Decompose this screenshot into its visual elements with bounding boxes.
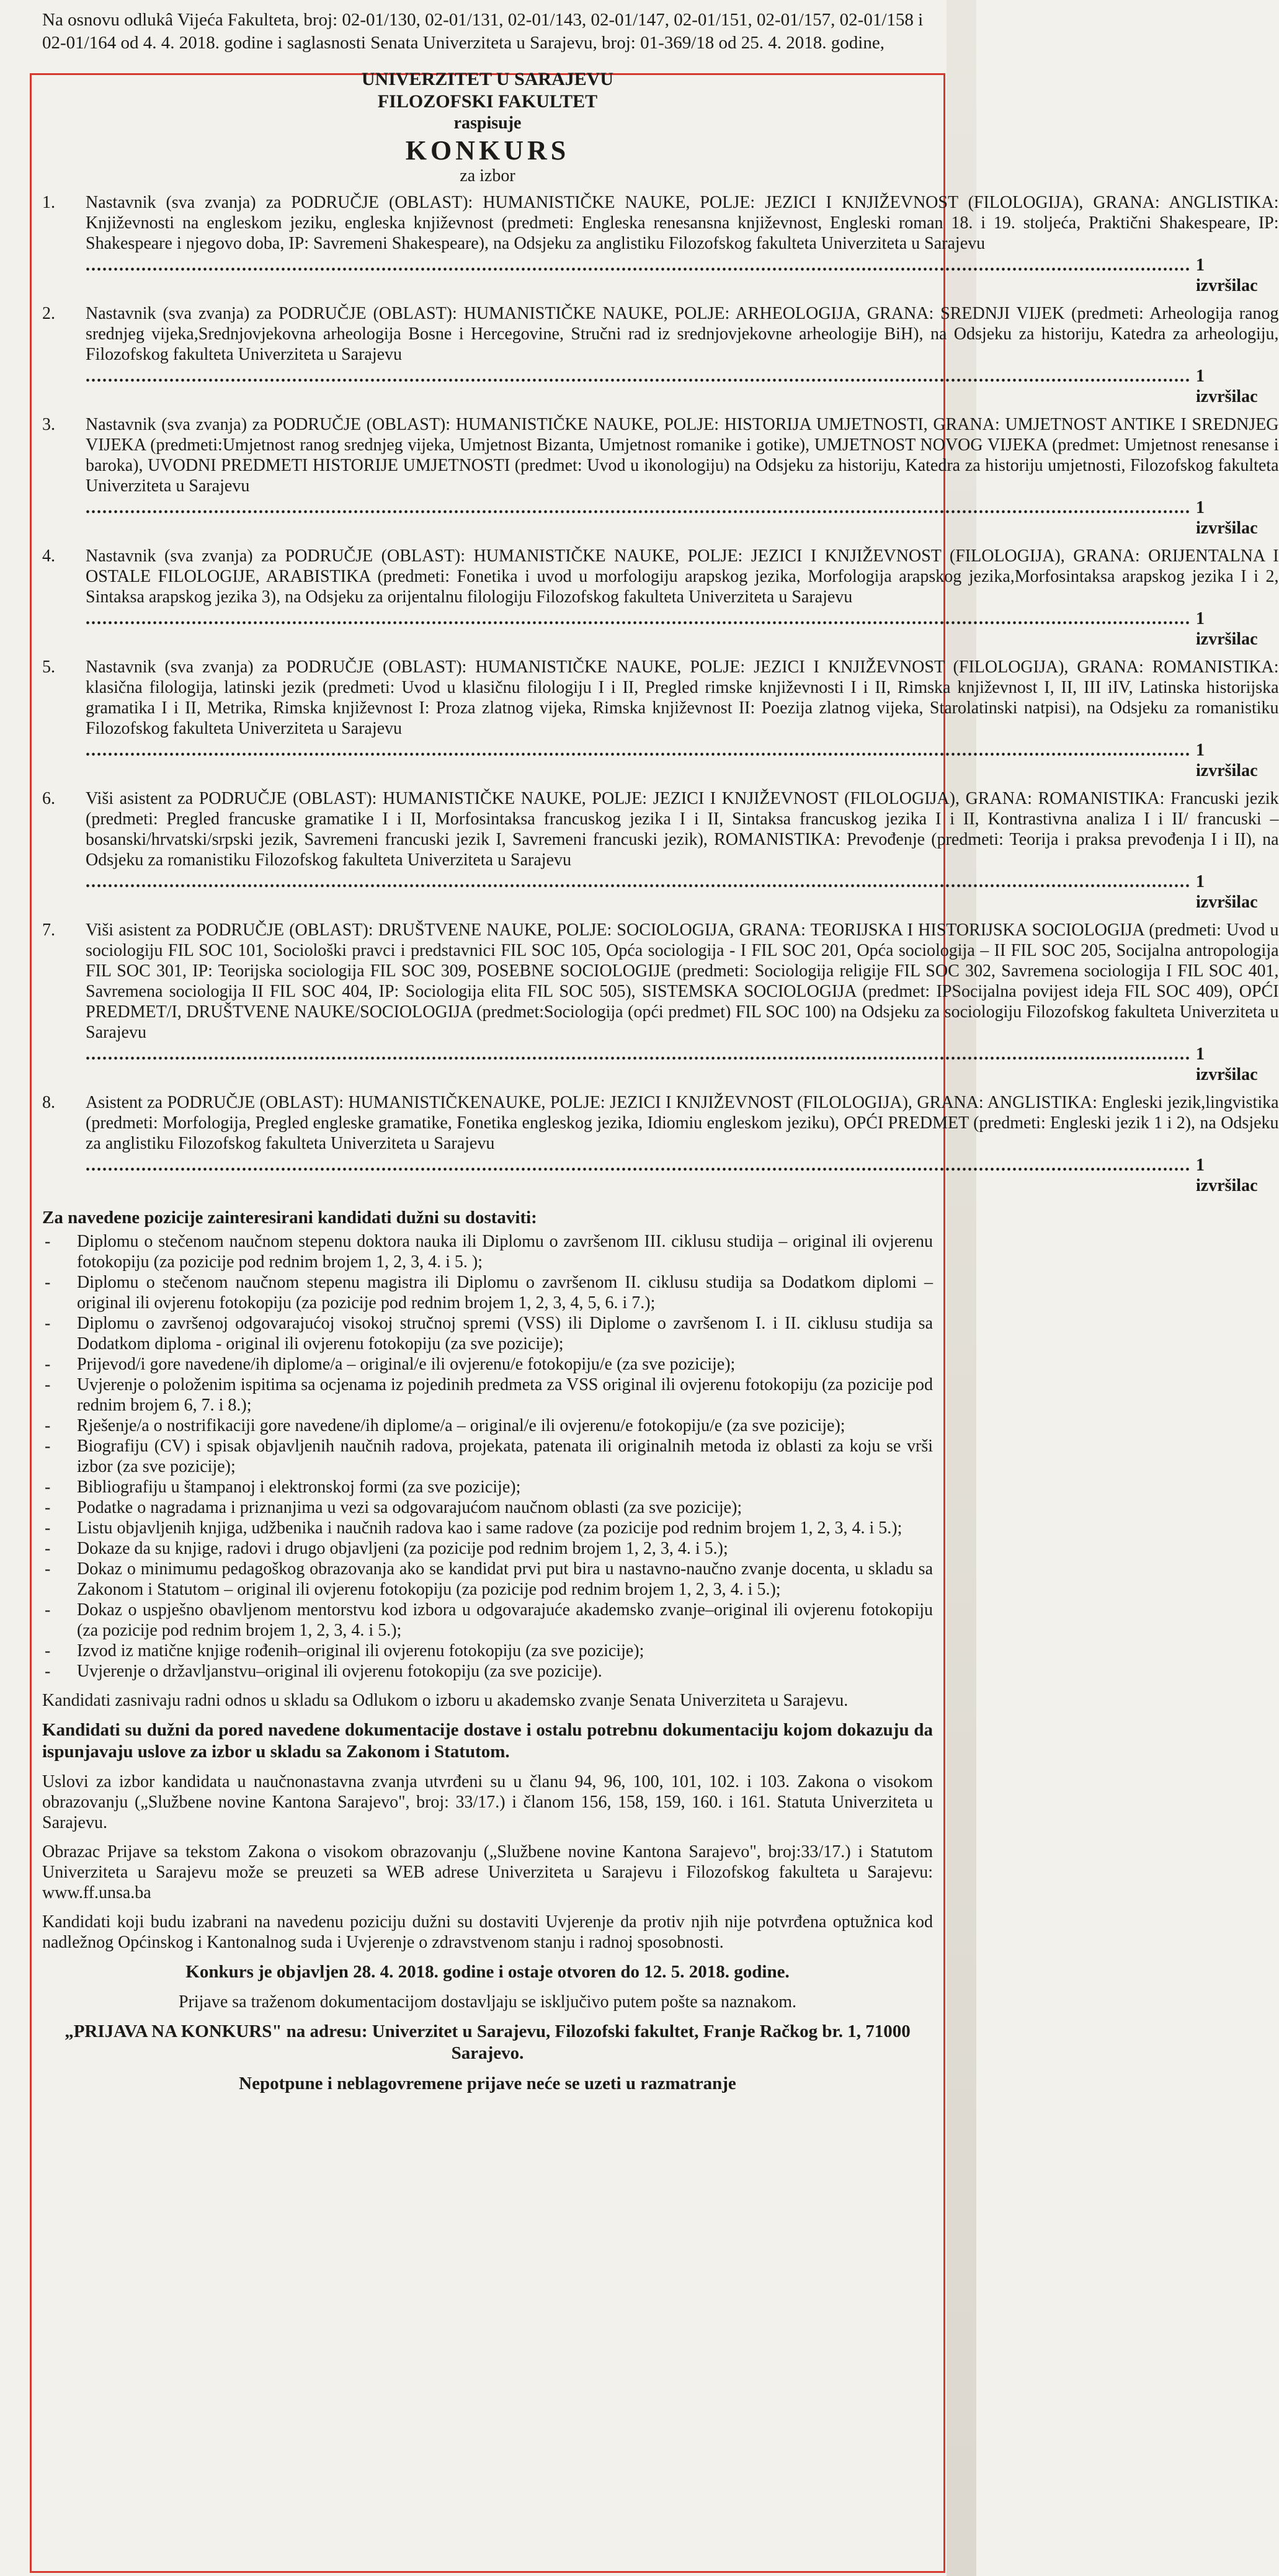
position-number: 6. [42,789,55,808]
document-item: - Diplomu o stečenom naučnom stepenu doktora nauka ili Diplomu o završenom III. ciklusu studija – original ili ovjerenu fotokopiju (za pozicije pod rednim brojem 1, 2, 3, 4. i 5. ); [45,1232,933,1272]
document-item: - Prijevod/i gore navedene/ih diplome/a – original/e ili ovjerenu/e fotokopiju/e (za sve pozicije); [45,1355,736,1374]
announcement-title: KONKURS [405,135,570,166]
position-text: Nastavnik (sva zvanja) za PODRUČJE (OBLAST): HUMANISTIČKE NAUKE, POLJE: JEZICI I KNJIŽEVNOST (FILOLOGIJA), GRANA: ANGLISTIKA: Književnosti na engleskom jeziku, engleska književnost (predmeti: Engleska renesansna književnost, Engleski roman 18. i 19. stoljeća, Praktični Shakespeare, IP: Shakespeare i njegovo doba, IP: Savremeni Shakespeare), na Odsjeku za anglistiku Filozofskog fakulteta Univerziteta u Sarajevu [86,193,1279,253]
document-item: - Uvjerenje o državljanstvu–original ili ovjerenu fotokopiju (za sve pozicije). [45,1662,602,1681]
document-item: - Rješenje/a o nostrifikaciji gore navedene/ih diplome/a – original/e ili ovjerenu/e fotokopiju/e (za sve pozicije); [45,1416,845,1435]
address-note: „PRIJAVA NA KONKURS" na adresu: Univerzitet u Sarajevu, Filozofski fakultet, Franje Račkog br. 1, 71000 Sarajevo. [65,2021,911,2063]
document-item: - Dokaz o uspješno obavljenom mentorstvu kod izbora u odgovarajuće akademsko zvanje–original ili ovjerenu fotokopiju (za pozicije pod rednim brojem 1, 2, 3, 4. i 5.); [45,1600,933,1640]
position-count: 1 izvršilac [1196,1156,1258,1195]
position-item [42,414,1279,538]
document-item: - Biografiju (CV) i spisak objavljenih naučnih radova, projekata, patenata ili originalnih metoda iz oblasti za koju se vrši izbor (za sve pozicije); [45,1437,933,1476]
announcement-content [42,9,1279,2095]
incomplete-note: Nepotpune i neblagovremene prijave neće se uzeti u razmatranje [239,2074,736,2093]
mail-note: Prijave sa traženom dokumentacijom dostavljaju se isključivo putem pošte sa naznakom. [178,1992,797,2012]
positions-list [42,192,1279,1196]
position-number: 5. [42,657,55,677]
position-item [42,788,1279,912]
announces-label: raspisuje [453,114,522,133]
position-item [42,546,1279,649]
position-item [42,657,1279,781]
position-item [42,920,1279,1085]
obligation-note: Kandidati su dužni da pored navedene dokumentacije dostave i ostalu potrebnu dokumentaciju kojom dokazuju da ispunjavaju uslove za izbor u skladu sa Zakonom i Statutom. [42,1720,933,1762]
document-item: - Dokaz o minimumu pedagoškog obrazovanja ako se kandidat prvi put bira u nastavno-naučno zvanje docenta, u skladu sa Zakonom i Statutom – original ili ovjerenu fotokopiju (za pozicije pod rednim brojem 1, 2, 3, 4. i 5.); [45,1559,933,1599]
position-text: Nastavnik (sva zvanja) za PODRUČJE (OBLAST): HUMANISTIČKE NAUKE, POLJE: JEZICI I KNJIŽEVNOST (FILOLOGIJA), GRANA: ORIJENTALNA I OSTALE FILOLOGIJE, ARABISTIKA (predmeti: Fonetika i uvod u morfologiju arapskog jezika, Morfologija arapskog jezika,Morfosintaksa arapskog jezika I i 2, Sintaksa arapskog jezika 3), na Odsjeku za orijentalnu filologiju Filozofskog fakulteta Univerziteta u Sarajevu [86,546,1279,607]
document-item: - Diplomu o završenoj odgovarajućoj visokoj stručnoj spremi (VSS) ili Diplome o završenom I. i II. ciklusu studija sa Dodatkom diploma - original ili ovjerenu fotokopiju (za sve pozicije); [45,1314,933,1353]
document-item: - Listu objavljenih knjiga, udžbenika i naučnih radova kao i same radove (za pozicije pod rednim brojem 1, 2, 3, 4. i 5.); [45,1518,902,1538]
position-item [42,1092,1279,1196]
document-item: - Dokaze da su knjige, radovi i drugo objavljeni (za pozicije pod rednim brojem 1, 2, 3, 4. i 5.); [45,1539,728,1558]
position-number: 2. [42,304,55,323]
position-count: 1 izvršilac [1196,609,1258,649]
position-text: Asistent za PODRUČJE (OBLAST): HUMANISTIČKENAUKE, POLJE: JEZICI I KNJIŽEVNOST (FILOLOGIJA), GRANA: ANGLISTIKA: Engleski jezik,lingvistika (predmeti: Morfologija, Pregled engleske gramatike, Fonetika engleskog jezika, Idiomiu engleskom jeziku), OPĆI PREDMET (predmeti: Engleski jezik 1 i 2), na Odsjeku za anglistiku Filozofskog fakulteta Univerziteta u Sarajevu [86,1093,1279,1153]
document-item: - Bibliografiju u štampanoj i elektronskoj formi (za sve pozicije); [45,1477,521,1497]
position-item [42,303,1279,407]
documents-list [42,1231,933,1682]
position-count: 1 izvršilac [1196,498,1258,538]
position-count: 1 izvršilac [1196,1045,1258,1084]
announcement-subtitle: za izbor [460,166,515,185]
document-item: - Uvjerenje o položenim ispitima sa ocjenama iz pojedinih predmeta za VSS original ili ovjerenu fotokopiju (za pozicije pod rednim brojem 6, 7. i 8.); [45,1375,933,1415]
position-count: 1 izvršilac [1196,872,1258,912]
position-count: 1 izvršilac [1196,741,1258,780]
position-item [42,192,1279,296]
position-count: 1 izvršilac [1196,256,1258,295]
conditions-note: Uslovi za izbor kandidata u naučnonastavna zvanja utvrđeni su u članu 94, 96, 100, 101, 102. i 103. Zakona o visokom obrazovanju („Službene novine Kantona Sarajevo", broj: 33/17.) i članom 156, 158, 159, 160. i 161. Statuta Univerziteta u Sarajevu. [42,1772,933,1832]
position-text: Viši asistent za PODRUČJE (OBLAST): HUMANISTIČKE NAUKE, POLJE: JEZICI I KNJIŽEVNOST (FILOLOGIJA), GRANA: ROMANISTIKA: Francuski jezik (predmeti: Pregled francuske gramatike I i II, Morfosintaksa francuskog jezika I i II, Sintaksa francuskog jezika I i II, Kontrastivna analiza I i II/ francuski – bosanski/hrvatski/srpski jezik, Savremeni francuski jezik I, Savremeni francuski jezik), ROMANISTIKA: Prevođenje (predmeti: Teorija i praksa prevođenja I i II), na Odsjeku za romanistiku Filozofskog fakulteta Univerziteta u Sarajevu [86,789,1279,870]
faculty-name: FILOZOFSKI FAKULTET [377,91,598,112]
employment-note: Kandidati zasnivaju radni odnos u skladu sa Odlukom o izboru u akademsko zvanje Senata Univerziteta u Sarajevu. [42,1691,849,1710]
announcement-header [42,68,933,186]
document-item: - Izvod iz matične knjige rođenih–original ili ovjerenu fotokopiju (za sve pozicije); [45,1641,644,1660]
certificate-note: Kandidati koji budu izabrani na navedenu poziciju dužni su dostaviti Uvjerenje da protiv njih nije potvrđena optužnica kod nadležnog Općinskog i Kantonalnog suda i Uvjerenje o zdravstvenom stanju i radnoj sposobnosti. [42,1912,933,1952]
form-note: Obrazac Prijave sa tekstom Zakona o visokom obrazovanju („Službene novine Kantona Sarajevo", broj:33/17.) i Statutom Univerziteta u Sarajevu može se preuzeti sa WEB adrese Univerziteta u Sarajevu i Filozofskog fakulteta u Sarajevu: www.ff.unsa.ba [42,1842,933,1902]
position-text: Nastavnik (sva zvanja) za PODRUČJE (OBLAST): HUMANISTIČKE NAUKE, POLJE: HISTORIJA UMJETNOSTI, GRANA: UMJETNOST ANTIKE I SREDNJEG VIJEKA (predmeti:Umjetnost ranog srednjeg vijeka, Umjetnost Bizanta, Umjetnost romanike i gotike), UMJETNOST NOVOG VIJEKA (predmet: Umjetnost renesanse i baroka), UVODNI PREDMETI HISTORIJE UMJETNOSTI (predmet: Uvod u ikonologiju) na Odsjeku za historiju, Katedra za historiju umjetnosti, Filozofskog fakulteta Univerziteta u Sarajevu [86,415,1279,496]
intro-text: Na osnovu odlukâ Vijeća Fakulteta, broj: 02-01/130, 02-01/131, 02-01/143, 02-01/147, 02-01/151, 02-01/157, 02-01/158 i 02-01/164 od 4. 4. 2018. godine i saglasnosti Senata Univerziteta u Sarajevu, broj: 01-369/18 od 25. 4. 2018. godine, [42,10,924,53]
position-number: 7. [42,920,55,940]
position-text: Nastavnik (sva zvanja) za PODRUČJE (OBLAST): HUMANISTIČKE NAUKE, POLJE: JEZICI I KNJIŽEVNOST (FILOLOGIJA), GRANA: ROMANISTIKA: klasična filologija, latinski jezik (predmeti: Uvod u klasičnu filologiju I i II, Pregled rimske književnosti I i II, Rimska književnost I, II, III iIV, Latinska historijska gramatika I i II, Metrika, Rimska književnost I: Proza zlatnog vijeka, Rimska književnost II: Poezija zlatnog vijeka, Starolatinski natpisi), na Odsjeku za romanistiku Filozofskog fakulteta Univerziteta u Sarajevu [86,657,1279,738]
position-count: 1 izvršilac [1196,367,1258,406]
position-number: 8. [42,1093,55,1112]
position-number: 3. [42,415,55,434]
document-item: - Diplomu o stečenom naučnom stepenu magistra ili Diplomu o završenom II. ciklusu studija sa Dodatkom diplomi – original ili ovjerenu fotokopiju (za pozicije pod rednim brojem 1, 2, 3, 4, 5, 6. i 7.); [45,1273,933,1313]
documents-heading: Za navedene pozicije zainteresirani kandidati dužni su dostaviti: [42,1208,537,1228]
university-name: UNIVERZITET U SARAJEVU [361,69,614,89]
position-number: 1. [42,193,55,212]
published-note: Konkurs je objavljen 28. 4. 2018. godine i ostaje otvoren do 12. 5. 2018. godine. [185,1962,790,1982]
document-item: - Podatke o nagradama i priznanjima u vezi sa odgovarajućom naučnom oblasti (za sve pozicije); [45,1498,742,1517]
position-number: 4. [42,546,55,566]
position-text: Viši asistent za PODRUČJE (OBLAST): DRUŠTVENE NAUKE, POLJE: SOCIOLOGIJA, GRANA: TEORIJSKA I HISTORIJSKA SOCIOLOGIJA (predmeti: Uvod u sociologiju FIL SOC 101, Sociološki pravci i predstavnici FIL SOC 105, Opća sociologija - I FIL SOC 201, Opća sociologija – II FIL SOC 205, Socijalna antropologija FIL SOC 301, IP: Teorijska sociologija FIL SOC 309, POSEBNE SOCIOLOGIJE (predmeti: Sociologija religije FIL SOC 302, Savremena sociologija I FIL SOC 401, Savremena sociologija II FIL SOC 404, IP: Sociologija elita FIL SOC 505), SISTEMSKA SOCIOLOGIJA (predmet: IPSocijalna povijest ideja FIL SOC 409), OPĆI PREDMET/I, DRUŠTVENE NAUKE/SOCIOLOGIJA (predmet:Sociologija (opći predmet) FIL SOC 100) na Odsjeku za sociologiju Filozofskog fakulteta Univerziteta u Sarajevu [86,920,1279,1042]
position-text: Nastavnik (sva zvanja) za PODRUČJE (OBLAST): HUMANISTIČKE NAUKE, POLJE: ARHEOLOGIJA, GRANA: SREDNJI VIJEK (predmeti: Arheologija ranog srednjeg vijeka,Srednjovjekovna arheologija Bosne i Hercegovine, Stručni rad iz srednjovjekovne arheologije BiH), na Odsjeku za historiju, Katedra za arheologiju, Filozofskog fakulteta Univerziteta u Sarajevu [86,304,1279,364]
